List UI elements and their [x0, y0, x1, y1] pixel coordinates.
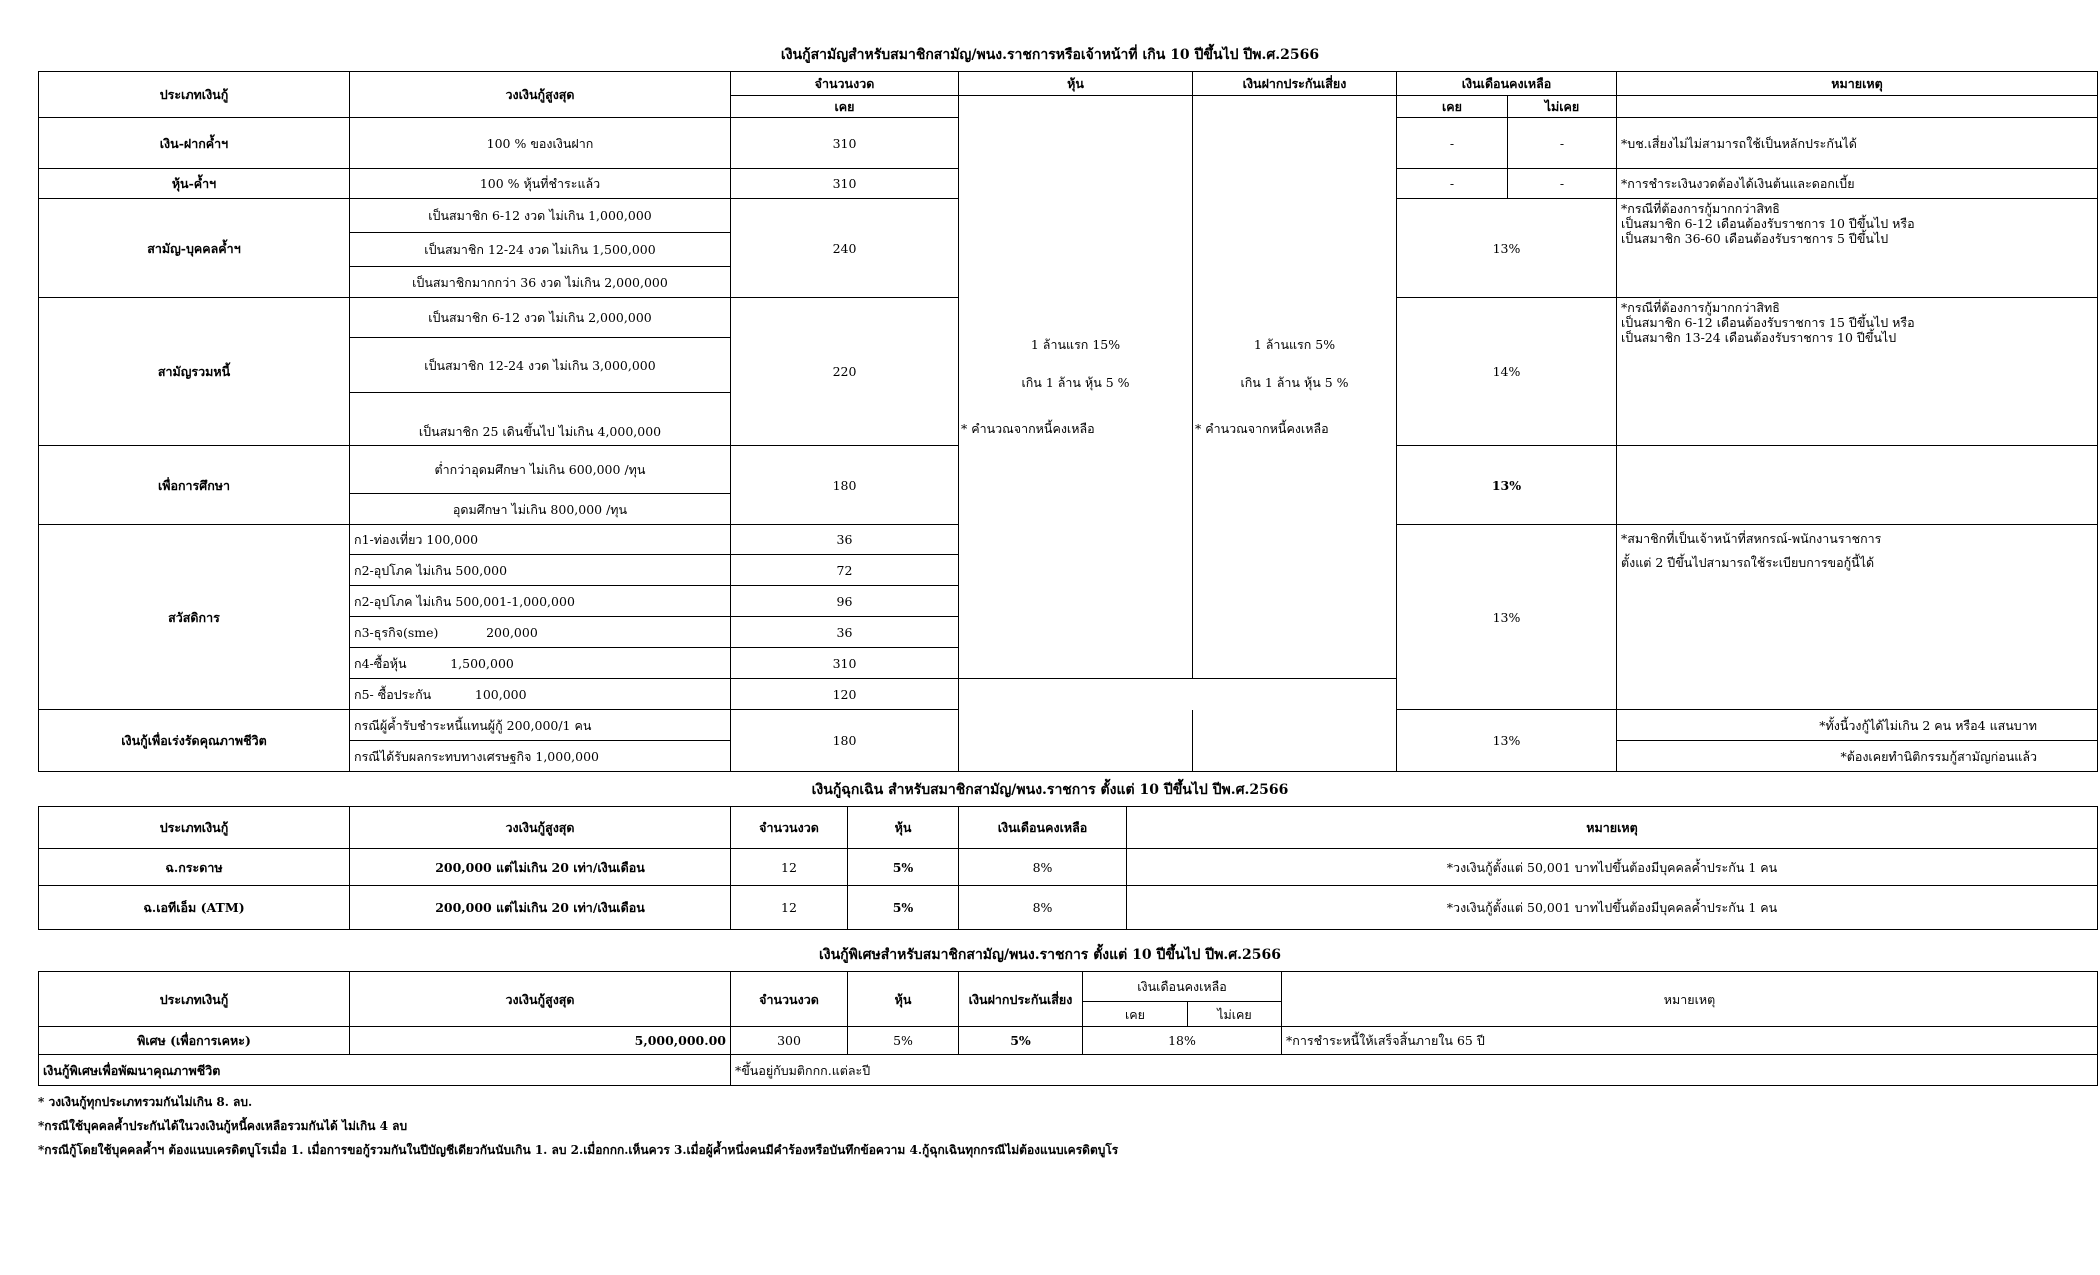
table-row — [39, 118, 2098, 169]
header-remaining-never: ไม่เคย — [1188, 1002, 1282, 1027]
max-amount: กรณีได้รับผลกระทบทางเศรษฐกิจ 1,000,000 — [350, 741, 731, 772]
installments: 72 — [731, 555, 959, 586]
installments: 12 — [731, 849, 848, 886]
remaining-salary: 13% — [1397, 525, 1617, 710]
installments: 310 — [731, 169, 959, 199]
footnote: * วงเงินกู้ทุกประเภทรวมกันไม่เกิน 8. ลบ. — [38, 1095, 253, 1109]
note-line: *กรณีที่ต้องการกู้มากกว่าสิทธิ — [1621, 300, 1780, 315]
shares: 5% — [848, 886, 959, 930]
note-line: *สมาชิกที่เป็นเจ้าหน้าที่สหกรณ์-พนักงานราชการ — [1621, 531, 1882, 546]
header-remaining-used: เคย — [1397, 96, 1508, 118]
deposit-cell — [1193, 118, 1397, 679]
installments: 310 — [731, 118, 959, 169]
deposit-header-blank — [1193, 96, 1397, 118]
max-amount: เป็นสมาชิก 12-24 งวด ไม่เกิน 3,000,000 — [350, 338, 731, 393]
installments: 180 — [731, 710, 959, 772]
header-installments: จำนวนงวด — [731, 807, 848, 849]
remaining-salary: 8% — [959, 849, 1127, 886]
remaining-salary: 13% — [1397, 199, 1617, 298]
note-line: เป็นสมาชิก 6-12 เดือนต้องรับราชการ 15 ปีขึ้นไป หรือ — [1621, 315, 1915, 330]
deposit: 5% — [959, 1027, 1083, 1055]
header-note: หมายเหตุ — [1617, 72, 2098, 96]
deposit-calc-note: * คำนวณจากหนี้คงเหลือ — [1195, 420, 1329, 436]
welfare-item: ก2-อุปโภค ไม่เกิน 500,000 — [350, 555, 731, 586]
loan-type: สามัญ-บุคคลค้ำฯ — [39, 199, 350, 298]
note-line: เป็นสมาชิก 36-60 เดือนต้องรับราชการ 5 ปีขึ้นไป — [1621, 231, 1889, 246]
emergency-loan-table — [38, 806, 2098, 930]
max-amount: 200,000 แต่ไม่เกิน 20 เท่า/เงินเดือน — [350, 886, 731, 930]
loan-type: เพื่อการศึกษา — [39, 446, 350, 525]
installments: 220 — [731, 298, 959, 446]
shares-header-blank — [959, 96, 1193, 118]
remaining-salary: 14% — [1397, 298, 1617, 446]
note-line: *กรณีที่ต้องการกู้มากกว่าสิทธิ — [1621, 201, 1780, 216]
footnote: *กรณีกู้โดยใช้บุคคลค้ำฯ ต้องแนบเครดิตบูโรเมื่อ 1. เมื่อการขอกู้รวมกันในปีบัญชีเดียวกันนับเกิน 1. ลบ 2.เมื่อกกก.เห็นควร 3.เมื่อผู้ค้ำหนึ่งคนมีคำร้องหรือบันทึกข้อความ 4.กู้ฉุกเฉินทุกกรณีไม่ต้องแนบเครดิตบูโร — [38, 1143, 1119, 1157]
installments: 36 — [731, 617, 959, 648]
installments: 240 — [731, 199, 959, 298]
shares: 5% — [848, 849, 959, 886]
note: *ต้องเคยทำนิติกรรมกู้สามัญก่อนแล้ว — [1617, 741, 2098, 772]
header-remaining-never: ไม่เคย — [1508, 96, 1617, 118]
header-loan-type: ประเภทเงินกู้ — [39, 807, 350, 849]
header-remaining-used: เคย — [1083, 1002, 1188, 1027]
note-line: เป็นสมาชิก 6-12 เดือนต้องรับราชการ 10 ปีขึ้นไป หรือ — [1621, 216, 1915, 231]
note — [1617, 525, 2098, 710]
note-line: เป็นสมาชิก 13-24 เดือนต้องรับราชการ 10 ปีขึ้นไป — [1621, 330, 1897, 345]
note — [1617, 199, 2098, 298]
header-shares: หุ้น — [848, 807, 959, 849]
installments: 310 — [731, 648, 959, 679]
header-deposit: เงินฝากประกันเสี่ยง — [959, 972, 1083, 1027]
loan-type: ฉ.กระดาษ — [39, 849, 350, 886]
loan-type: สวัสดิการ — [39, 525, 350, 710]
header-remaining-salary: เงินเดือนคงเหลือ — [959, 807, 1127, 849]
shares-cell — [959, 118, 1193, 679]
header-max-amount: วงเงินกู้สูงสุด — [350, 972, 731, 1027]
table-row — [39, 886, 2098, 930]
installments: 36 — [731, 525, 959, 555]
max-amount: 200,000 แต่ไม่เกิน 20 เท่า/เงินเดือน — [350, 849, 731, 886]
remaining-salary: 18% — [1083, 1027, 1282, 1055]
shares-calc-note: * คำนวณจากหนี้คงเหลือ — [961, 420, 1095, 436]
welfare-item: ก2-อุปโภค ไม่เกิน 500,001-1,000,000 — [350, 586, 731, 617]
table3-title: เงินกู้พิเศษสำหรับสมาชิกสามัญ/พนง.ราชการ ตั้งแต่ 10 ปีขึ้นไป ปีพ.ศ.2566 — [818, 947, 1282, 963]
remaining-salary: 13% — [1397, 446, 1617, 525]
header-shares: หุ้น — [848, 972, 959, 1027]
installments: 300 — [731, 1027, 848, 1055]
header-installments: จำนวนงวด — [731, 972, 848, 1027]
note — [1617, 298, 2098, 446]
header-remaining-salary: เงินเดือนคงเหลือ — [1397, 72, 1617, 96]
note: *วงเงินกู้ตั้งแต่ 50,001 บาทไปขึ้นต้องมีบุคคลค้ำประกัน 1 คน — [1127, 849, 2098, 886]
loan-type: พิเศษ (เพื่อการเคหะ) — [39, 1027, 350, 1055]
remaining-used: - — [1397, 118, 1508, 169]
header-max-amount: วงเงินกู้สูงสุด — [350, 72, 731, 118]
loan-type: เงินกู้พิเศษเพื่อพัฒนาคุณภาพชีวิต — [39, 1055, 731, 1086]
header-installments-used: เคย — [731, 96, 959, 118]
note: *ขึ้นอยู่กับมติกกก.แต่ละปี — [731, 1055, 2098, 1086]
note: *บช.เสี่ยงไม่ไม่สามารถใช้เป็นหลักประกันได้ — [1617, 118, 2098, 169]
note: *วงเงินกู้ตั้งแต่ 50,001 บาทไปขึ้นต้องมีบุคคลค้ำประกัน 1 คน — [1127, 886, 2098, 930]
table-row — [39, 1055, 2098, 1086]
header-shares: หุ้น — [959, 72, 1193, 96]
loan-type: สามัญรวมหนี้ — [39, 298, 350, 446]
table1-title: เงินกู้สามัญสำหรับสมาชิกสามัญ/พนง.ราชการหรือเจ้าหน้าที่ เกิน 10 ปีขึ้นไป ปีพ.ศ.2566 — [780, 47, 1320, 63]
remaining-salary: 13% — [1397, 710, 1617, 772]
loan-type: เงิน-ฝากค้ำฯ — [39, 118, 350, 169]
shares-cell-end — [959, 710, 1193, 772]
ordinary-loan-table — [38, 71, 2098, 772]
max-amount: 5,000,000.00 — [350, 1027, 731, 1055]
header-loan-type: ประเภทเงินกู้ — [39, 72, 350, 118]
special-loan-table — [38, 971, 2098, 1086]
installments: 180 — [731, 446, 959, 525]
shares: 5% — [848, 1027, 959, 1055]
note: *การชำระหนี้ให้เสร็จสิ้นภายใน 65 ปี — [1282, 1027, 2098, 1055]
header-note: หมายเหตุ — [1282, 972, 2098, 1027]
note-line: ตั้งแต่ 2 ปีขึ้นไปสามารถใช้ระเบียบการขอกู้นี้ได้ — [1621, 555, 1875, 570]
max-amount: เป็นสมาชิกมากกว่า 36 งวด ไม่เกิน 2,000,000 — [350, 267, 731, 298]
installments: 96 — [731, 586, 959, 617]
welfare-item: ก1-ท่องเที่ยว 100,000 — [350, 525, 731, 555]
deposit-over-million: เกิน 1 ล้าน หุ้น 5 % — [1240, 374, 1349, 390]
max-amount: ต่ำกว่าอุดมศึกษา ไม่เกิน 600,000 /ทุน — [350, 446, 731, 494]
max-amount: กรณีผู้ค้ำรับชำระหนี้แทนผู้กู้ 200,000/1 คน — [350, 710, 731, 741]
max-amount: 100 % ของเงินฝาก — [350, 118, 731, 169]
remaining-used: - — [1397, 169, 1508, 199]
max-amount: เป็นสมาชิก 12-24 งวด ไม่เกิน 1,500,000 — [350, 233, 731, 267]
welfare-item: ก4-ซื้อหุ้น 1,500,000 — [350, 648, 731, 679]
header-loan-type: ประเภทเงินกู้ — [39, 972, 350, 1027]
shares-first-million: 1 ล้านแรก 15% — [1030, 336, 1121, 352]
table-row — [39, 710, 2098, 741]
loan-type: เงินกู้เพื่อเร่งรัดคุณภาพชีวิต — [39, 710, 350, 772]
welfare-item: ก3-ธุรกิจ(sme) 200,000 — [350, 617, 731, 648]
header-deposit: เงินฝากประกันเสี่ยง — [1193, 72, 1397, 96]
note: *การชำระเงินงวดต้องได้เงินต้นและดอกเบี้ย — [1617, 169, 2098, 199]
header-remaining-salary: เงินเดือนคงเหลือ — [1083, 972, 1282, 1002]
loan-type: หุ้น-ค้ำฯ — [39, 169, 350, 199]
max-amount: อุดมศึกษา ไม่เกิน 800,000 /ทุน — [350, 494, 731, 525]
deposit-cell-end — [1193, 710, 1397, 772]
shares-over-million: เกิน 1 ล้าน หุ้น 5 % — [1021, 374, 1130, 390]
note: *ทั้งนี้วงกู้ได้ไม่เกิน 2 คน หรือ4 แสนบาท — [1617, 710, 2098, 741]
remaining-never: - — [1508, 169, 1617, 199]
footnote: *กรณีใช้บุคคลค้ำประกันได้ในวงเงินกู้หนี้คงเหลือรวมกันได้ ไม่เกิน 4 ลบ — [38, 1119, 408, 1133]
welfare-item: ก5- ซื้อประกัน 100,000 — [350, 679, 731, 710]
remaining-never: - — [1508, 118, 1617, 169]
header-note: หมายเหตุ — [1127, 807, 2098, 849]
header-max-amount: วงเงินกู้สูงสุด — [350, 807, 731, 849]
table-row — [39, 1027, 2098, 1055]
note-header-blank — [1617, 96, 2098, 118]
remaining-salary: 8% — [959, 886, 1127, 930]
header-installments: จำนวนงวด — [731, 72, 959, 96]
max-amount: เป็นสมาชิก 6-12 งวด ไม่เกิน 2,000,000 — [350, 298, 731, 338]
max-amount: เป็นสมาชิก 25 เดินขึ้นไป ไม่เกิน 4,000,000 — [350, 393, 731, 446]
max-amount: 100 % หุ้นที่ชำระแล้ว — [350, 169, 731, 199]
note — [1617, 446, 2098, 525]
installments: 120 — [731, 679, 959, 710]
loan-type: ฉ.เอทีเอ็ม (ATM) — [39, 886, 350, 930]
max-amount: เป็นสมาชิก 6-12 งวด ไม่เกิน 1,000,000 — [350, 199, 731, 233]
table-row — [39, 849, 2098, 886]
deposit-first-million: 1 ล้านแรก 5% — [1253, 336, 1336, 352]
table2-title: เงินกู้ฉุกเฉิน สำหรับสมาชิกสามัญ/พนง.ราชการ ตั้งแต่ 10 ปีขึ้นไป ปีพ.ศ.2566 — [811, 782, 1289, 798]
installments: 12 — [731, 886, 848, 930]
